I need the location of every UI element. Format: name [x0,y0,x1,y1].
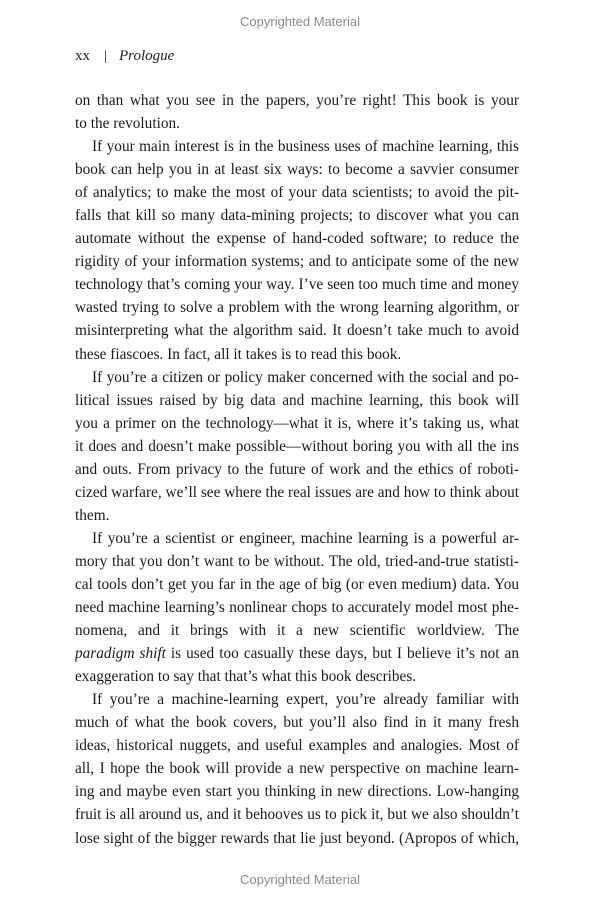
paragraph [75,688,519,849]
text-line: If you’re a scientist or engineer, machine learning is a powerful ar- [92,529,519,547]
text-line: of analytics; to make the most of your data scientists; to avoid the pit- [75,184,519,202]
text-line: these fiascoes. In fact, all it takes is to read this book. [75,345,402,363]
text-line: ideas, historical nuggets, and useful examples and analogies. Most of [75,737,519,755]
text-line: book can help you in at least six ways: to become a savvier consumer [75,161,519,179]
running-head [75,48,174,65]
text-line: rigidity of your information systems; and to anticipate some of the new [75,253,519,271]
text-line: on than what you see in the papers, you’re right! This book is your [75,92,519,109]
text-line: wasted trying to solve a problem with the wrong learning algorithm, or [75,299,519,317]
paragraph [75,89,519,135]
text-line: automate without the expense of hand-coded software; to reduce the [75,230,519,248]
paragraph [75,135,519,365]
text-line: If you’re a citizen or policy maker concerned with the social and po- [92,368,519,386]
text-line: mory that you don’t want to be without. The old, tried-and-true statisti- [75,552,519,570]
copyright-watermark-top: Copyrighted Material [240,14,360,29]
text-line: them. [75,506,110,524]
page-number: xx [75,48,90,64]
text-line: lose sight of the bigger rewards that lie just beyond. (Apropos of which, [75,829,519,847]
text-line: cal tools don’t get you far in the age of big (or even medium) data. You [75,575,519,593]
text-line: you a primer on the technology—what it is, where it’s taking us, what [75,414,519,432]
body-text [75,89,519,850]
text-line: If you’re a machine-learning expert, you’re already familiar with [92,691,519,709]
text-line: to the revolution. [75,115,180,133]
text-line: and outs. From privacy to the future of work and the ethics of roboti- [75,460,519,478]
text-line: litical issues raised by big data and machine learning, this book will [75,391,519,409]
text-line: nomena, and it brings with it a new scientific worldview. The [75,622,519,640]
text-line [75,642,519,665]
text-line: need machine learning’s nonlinear chops to accurately model most phe- [75,599,519,617]
italic-term: paradigm shift [75,645,166,663]
text-line: technology that’s coming your way. I’ve seen too much time and money [75,276,519,294]
text-line: If your main interest is in the business uses of machine learning, this [92,138,519,156]
line-text: is used too casually these days, but I believe it’s not an [165,645,519,663]
text-line: all, I hope the book will provide a new perspective on machine learn- [75,760,519,778]
paragraph [75,527,519,688]
text-line: cized warfare, we’ll see where the real issues are and how to think about [75,483,519,501]
text-line: fruit is all around us, and it behooves us to pick it, but we also shouldn’t [75,806,519,824]
text-line: falls that kill so many data-mining projects; to discover what you can [75,207,519,225]
text-line: exaggeration to say that that’s what this book describes. [75,668,417,686]
header-separator: | [104,48,108,64]
text-line: it does and doesn’t make possible—without boring you with all the ins [75,437,519,455]
text-line: misinterpreting what the algorithm said. It doesn’t take much to avoid [75,322,519,340]
text-line: ing and maybe even start you thinking in new directions. Low-hanging [75,783,519,801]
paragraph [75,366,519,527]
copyright-watermark-bottom: Copyrighted Material [240,872,360,887]
text-line: much of what the book covers, but you’ll also find in it many fresh [75,714,519,732]
chapter-title: Prologue [119,48,175,64]
